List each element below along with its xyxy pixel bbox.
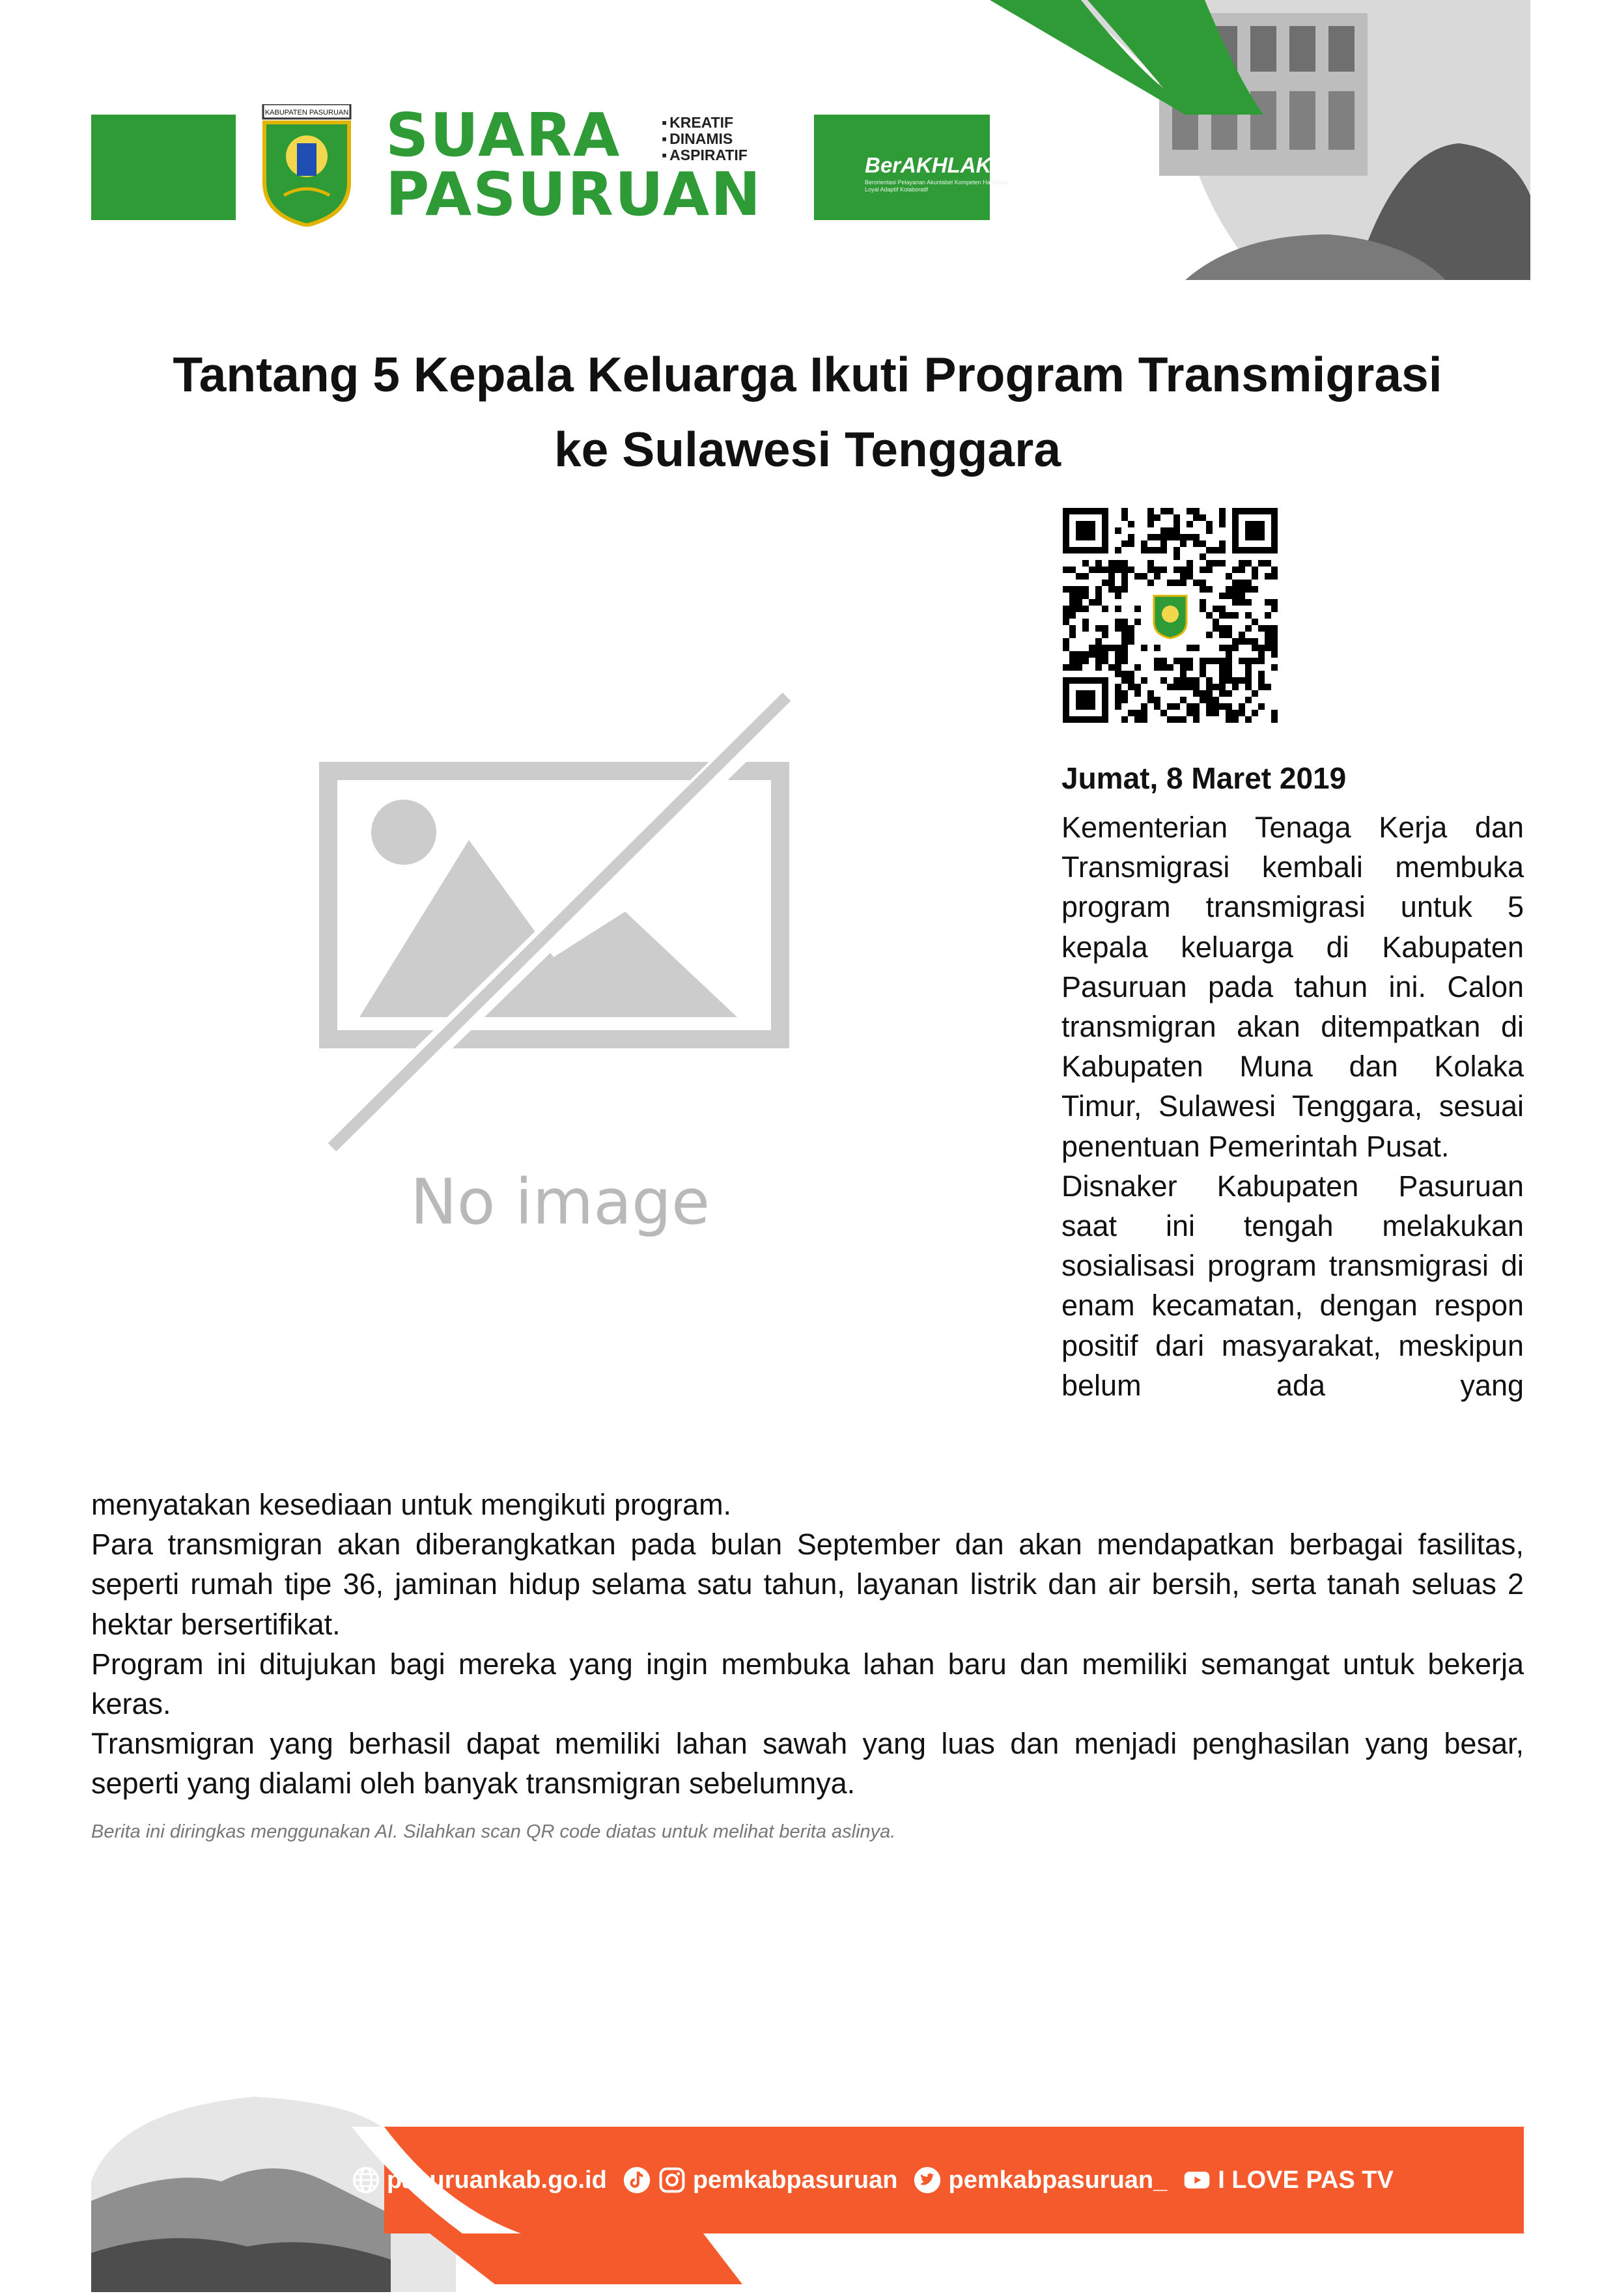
tagline-item: ▪ KREATIF [662,115,748,131]
ai-summary-note: Berita ini diringkas menggunakan AI. Silahkan scan QR code diatas untuk melihat berita aslinya. [91,1821,896,1842]
hashtag-word: bangsa [1056,179,1125,201]
paragraph: Transmigran yang berhasil dapat memiliki lahan sawah yang luas dan menjadi penghasilan yang besar, seperti yang dialami oleh banyak transmigran sebelumnya. [91,1727,1524,1800]
hashtag-word: melayani [1056,159,1140,180]
brand-title-line2: PASURUAN [386,160,763,229]
brand-tagline [662,115,748,163]
article-title-line1: Tantang 5 Kepala Keluarga Ikuti Program Transmigrasi [173,347,1442,402]
berakhlak-subtitle: Berorientasi Pelayanan Akuntabel Kompeten Harmonis Loyal Adaptif Kolaboratif [865,179,1008,193]
header-bar-left [91,115,236,220]
paragraph: Disnaker Kabupaten Pasuruan saat ini tengah melakukan sosialisasi program transmigrasi di enam kecamatan, dengan respon positif dari masyarakat, meskipun belum ada yang [1061,1169,1524,1402]
footer-youtube-link[interactable] [1183,2166,1394,2194]
twitter-icon [913,2166,942,2194]
berakhlak-logo: BerAKHLAK [865,153,992,177]
youtube-icon [1183,2166,1211,2194]
tiktok-icon [623,2166,651,2194]
footer-twitter-link[interactable] [913,2166,1167,2194]
website-label: pasuruankab.go.id [387,2166,607,2194]
globe-icon [352,2166,380,2194]
brand-title-line1: SUARA [386,100,621,170]
tagline-item: ▪ DINAMIS [662,131,748,147]
footer-social-links [352,2162,1409,2198]
article-full-text [91,1485,1524,1804]
footer-swoosh [352,2127,1556,2296]
article-title-line2: ke Sulawesi Tenggara [554,422,1061,477]
svg-text:KABUPATEN PASURUAN: KABUPATEN PASURUAN [264,109,349,117]
paragraph: Kementerian Tenaga Kerja dan Transmigrasi kembali membuka program transmigrasi untuk 5 kepala keluarga di Kabupaten Pasuruan pada tahun ini. Calon transmigran akan ditempatkan di Kabupaten Muna dan Kolaka Timur, Sulawesi Tenggara, sesuai penentuan Pemerintah Pusat. [1061,811,1524,1163]
footer-tiktok-instagram-link[interactable] [623,2166,898,2194]
paragraph: menyatakan kesediaan untuk mengikuti program. [91,1488,732,1521]
instagram-icon [658,2166,686,2194]
bangga-melayani-bangsa-logo [1056,139,1140,200]
youtube-label: I LOVE PAS TV [1218,2166,1394,2194]
article-title [91,337,1524,487]
tiktok-instagram-label: pemkabpasuruan [692,2166,898,2194]
qr-code[interactable] [1063,508,1278,723]
no-image-label: No image [410,1166,710,1239]
paragraph: Program ini ditujukan bagi mereka yang ingin membuka lahan baru dan memiliki semangat untuk bekerja keras. [91,1647,1524,1721]
hashtag-icon: # [1016,130,1049,195]
article-column-text [1061,807,1524,1405]
footer-website-link[interactable] [352,2166,607,2194]
twitter-label: pemkabpasuruan_ [948,2166,1168,2194]
article-date: Jumat, 8 Maret 2019 [1061,761,1347,795]
pasuruan-crest-logo [258,104,356,227]
paragraph: Para transmigran akan diberangkatkan pada bulan September dan akan mendapatkan berbagai fasilitas, seperti rumah tipe 36, jaminan hidup selama satu tahun, layanan listrik dan air bersih, serta tanah seluas 2 hektar bersertifikat. [91,1528,1524,1641]
hashtag-word: bangga [1056,139,1126,160]
tagline-item: ▪ ASPIRATIF [662,147,748,163]
